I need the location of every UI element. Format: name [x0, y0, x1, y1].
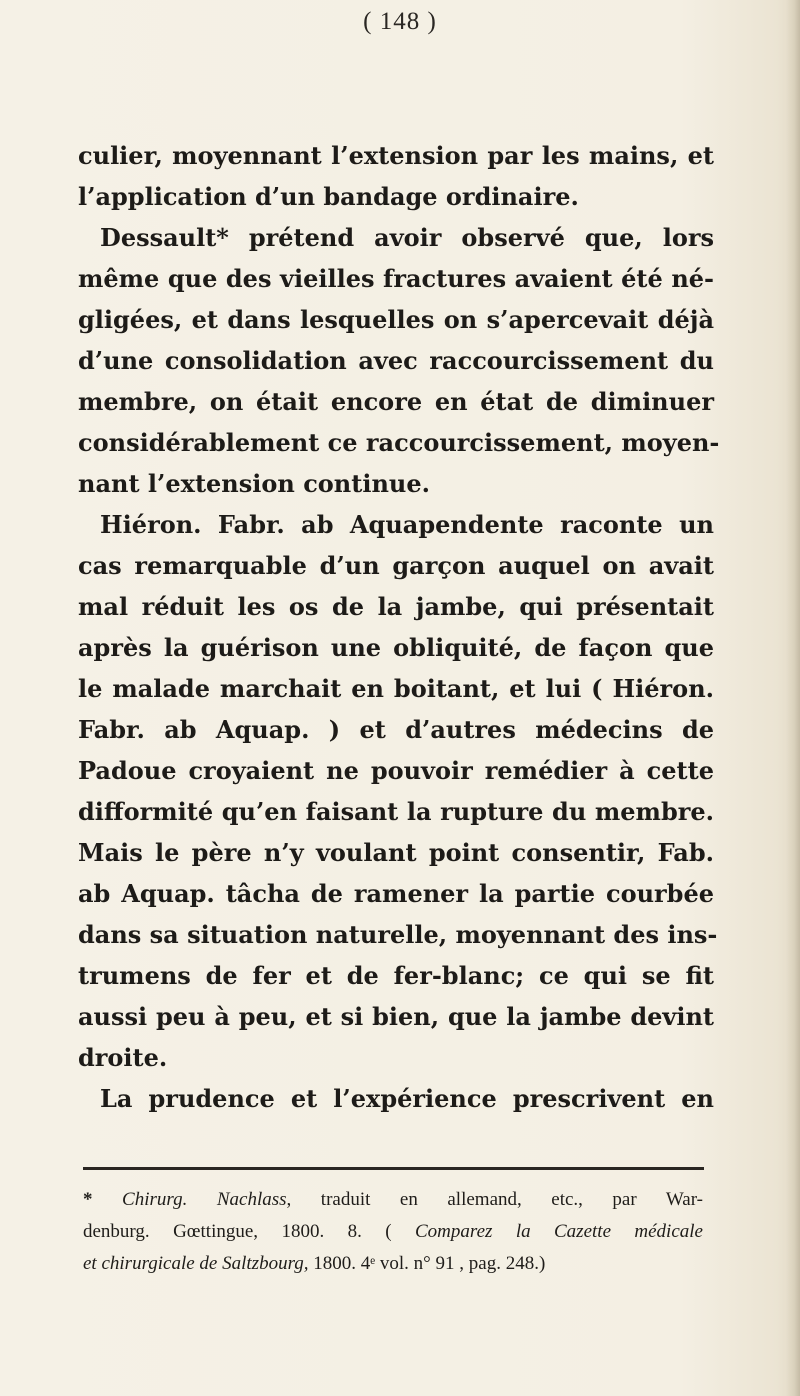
footnote-citation: Chirurg. Nachlass — [122, 1189, 287, 1210]
text-line: mal réduit les os de la jambe, qui présentait — [78, 592, 714, 621]
footnote-line — [83, 1221, 703, 1243]
footnote-citation: Comparez la Cazette médicale — [415, 1221, 703, 1242]
text-line: Padoue croyaient ne pouvoir remédier à cette — [78, 756, 714, 785]
text-line: membre, on était encore en état de diminuer — [78, 387, 714, 416]
footnote-rule — [83, 1167, 704, 1170]
text-line: le malade marchait en boitant, et lui ( Hiéron. — [78, 674, 714, 703]
text-line: Fabr. ab Aquap. ) et d’autres médecins de — [78, 715, 714, 744]
text-line: considérablement ce raccourcissement, moyen- — [78, 428, 720, 457]
footnote-citation: et chirurgicale de Saltzbourg, — [83, 1253, 309, 1274]
text-line: cas remarquable d’un garçon auquel on avait — [78, 551, 714, 580]
text-line: culier, moyennant l’extension par les mains, et — [78, 141, 714, 170]
text-line: La prudence et l’expérience prescrivent en — [100, 1084, 714, 1113]
footnote-text: , traduit en allemand, etc., par War- — [286, 1189, 703, 1210]
footnote-line — [83, 1189, 703, 1211]
text-line: gligées, et dans lesquelles on s’apercevait déjà — [78, 305, 714, 334]
text-line: Hiéron. Fabr. ab Aquapendente raconte un — [100, 510, 714, 539]
text-line: aussi peu à peu, et si bien, que la jambe devint — [78, 1002, 714, 1031]
footnote-line — [83, 1253, 703, 1275]
text-line: droite. — [78, 1043, 168, 1072]
text-line: nant l’extension continue. — [78, 469, 430, 498]
text-line: difformité qu’en faisant la rupture du membre. — [78, 797, 714, 826]
text-line: même que des vieilles fractures avaient été né- — [78, 264, 714, 293]
text-line: dans sa situation naturelle, moyennant des ins- — [78, 920, 718, 949]
text-line: après la guérison une obliquité, de façon que — [78, 633, 714, 662]
text-line: ab Aquap. tâcha de ramener la partie courbée — [78, 879, 714, 908]
text-line: trumens de fer et de fer-blanc; ce qui se fit — [78, 961, 714, 990]
page-edge-shadow — [786, 0, 800, 1396]
footnote-marker: * — [83, 1189, 93, 1210]
page-number: ( 148 ) — [363, 8, 437, 35]
text-line: d’une consolidation avec raccourcissement du — [78, 346, 714, 375]
footnote-text: 1800. 4ᵉ vol. n° 91 , pag. 248.) — [308, 1253, 546, 1274]
text-line: Mais le père n’y voulant point consentir, Fab. — [78, 838, 714, 867]
text-line: l’application d’un bandage ordinaire. — [78, 182, 579, 211]
footnote-text: denburg. Gœttingue, 1800. 8. ( — [83, 1221, 415, 1242]
text-line: Dessault* prétend avoir observé que, lors — [100, 223, 714, 252]
